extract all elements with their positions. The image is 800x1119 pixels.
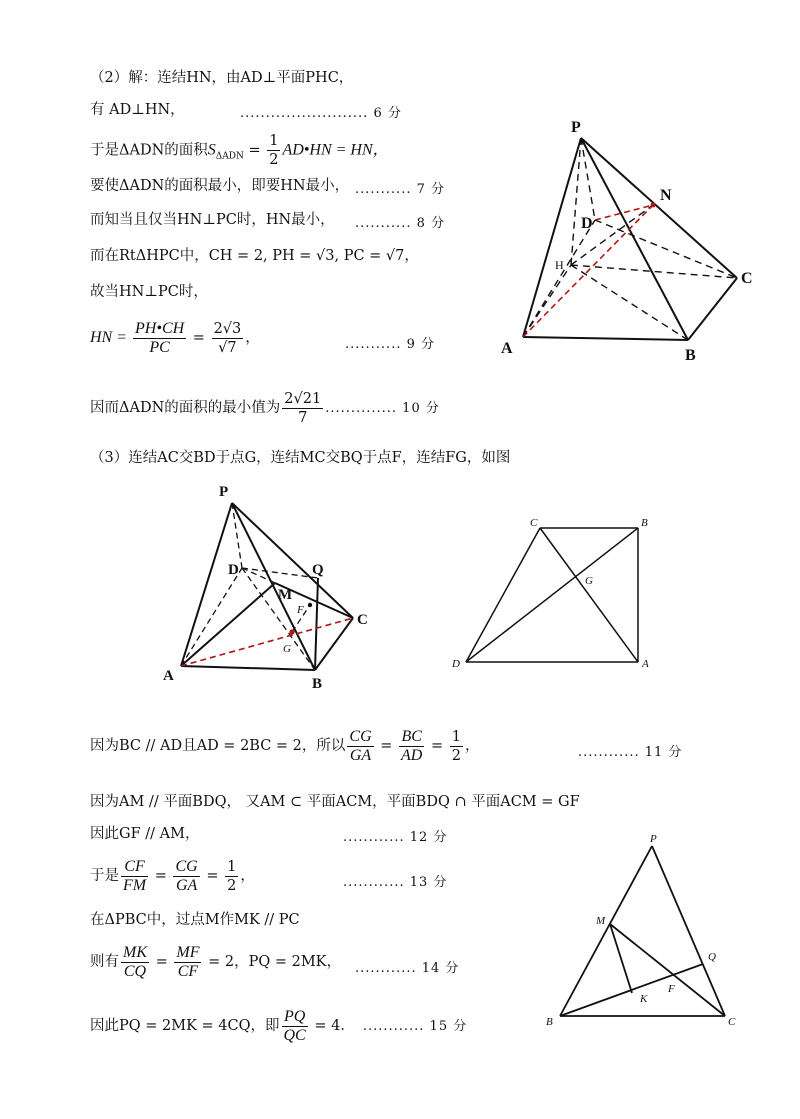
figure-base-trapezoid xyxy=(448,512,658,677)
point2-F xyxy=(308,603,312,607)
label-P: P xyxy=(571,119,581,136)
edge2-DB xyxy=(242,568,315,670)
p2-l8-f2-d: √7 xyxy=(218,339,237,356)
edge4-MK xyxy=(610,924,632,993)
p2-l8-frac2 xyxy=(212,320,244,357)
p3-score-14: ............ 14 分 xyxy=(355,961,460,976)
edge4-MC xyxy=(610,924,725,1016)
p2-l3-frac xyxy=(267,132,280,169)
edge-HB xyxy=(571,265,688,340)
p3-l7-pre: 则有 xyxy=(90,954,119,970)
p3-l2-f1-n: CG xyxy=(349,727,372,745)
p2-l3-pre: 于是ΔADN的面积 xyxy=(90,142,208,159)
p2-line1: （2）解：连结HN，由AD⊥平面PHC， xyxy=(90,70,354,86)
p3-l5-tail: ， xyxy=(240,868,255,884)
label3-C: C xyxy=(530,517,538,529)
p3-l5-frac3 xyxy=(225,858,238,895)
p2-score-10: .............. 10 分 xyxy=(325,401,440,416)
edge2-BQ xyxy=(315,578,318,670)
p3-l5-f3-n: 1 xyxy=(227,858,237,875)
p3-l2-f1-d: GA xyxy=(349,746,372,764)
label-B: B xyxy=(685,347,696,364)
p3-l2-f3-d: 2 xyxy=(451,747,461,764)
label4-Q: Q xyxy=(708,951,716,963)
p3-l5-frac1 xyxy=(121,858,148,895)
p2-line5: 而知当且仅当HN⊥PC时，HN最小， xyxy=(90,212,335,228)
edge-AD xyxy=(523,220,595,337)
p3-l2-pre: 因为BC // AD且AD = 2BC = 2，所以 xyxy=(90,738,346,754)
p3-l2-f2-n: BC xyxy=(399,728,424,747)
p3-l2-tail: ， xyxy=(464,738,480,754)
label2-F: F xyxy=(297,604,304,616)
label2-A: A xyxy=(163,668,174,684)
figure-triangle-PBC xyxy=(540,832,750,1032)
p3-l2-frac1 xyxy=(347,728,373,765)
p3-line8 xyxy=(90,1006,467,1047)
edge4-PB xyxy=(560,846,652,1016)
label4-K: K xyxy=(640,993,648,1005)
p3-l8-frac xyxy=(282,1008,308,1045)
label2-G: G xyxy=(283,643,291,655)
p2-line8: HN = $\frac{PH•CH}{PC}$ = $\frac{2√3}{√7}$ ， xyxy=(90,319,260,356)
p2-line6: 而在RtΔHPC中，CH = 2, PH = √3, PC = √7， xyxy=(90,248,419,264)
label2-D: D xyxy=(228,562,239,578)
label2-M: M xyxy=(278,587,293,603)
p2-l3-s: S xyxy=(207,141,216,159)
p3-l5-pre: 于是 xyxy=(90,868,119,884)
p2-l8-f1-d: PC xyxy=(149,338,170,356)
edge2-PB xyxy=(232,503,315,670)
p2-l9-frac xyxy=(282,390,323,427)
label3-D: D xyxy=(452,658,460,670)
p3-l2-f3-n: 1 xyxy=(451,728,461,745)
label3-A: A xyxy=(642,658,649,670)
p2-l8-lhs: HN = xyxy=(90,329,132,346)
p3-l5-f2-n: CG xyxy=(175,857,198,875)
p3-l7-f1-d: CQ xyxy=(123,962,147,980)
p2-line4: 要使ΔADN的面积最小，即要HN最小， xyxy=(90,178,350,194)
edge3-CA xyxy=(540,528,638,662)
p3-l5-f2-d: GA xyxy=(175,876,198,894)
p3-l2-f2-d: AD xyxy=(401,746,423,764)
p2-l8-frac1 xyxy=(133,320,186,357)
p2-l8-tail: ， xyxy=(245,330,260,346)
p3-l2-frac2 xyxy=(399,728,424,765)
edge4-PC xyxy=(652,846,725,1016)
p3-l5-frac2 xyxy=(173,858,199,895)
edge2-BC xyxy=(315,618,353,670)
edge-AB xyxy=(523,337,688,340)
p3-l7-f2-d: CF xyxy=(177,962,199,980)
edge-PC xyxy=(581,138,737,278)
p3-l8-f-d: QC xyxy=(283,1026,306,1044)
label2-Q: Q xyxy=(312,562,324,578)
p2-l9-d: 7 xyxy=(298,409,308,426)
label4-F: F xyxy=(668,983,675,995)
p3-l8-f-n: PQ xyxy=(282,1008,308,1027)
p2-line7: 故当HN⊥PC时， xyxy=(90,284,208,300)
edge2-PC xyxy=(232,503,353,618)
p2-l3-post: AD•HN = HN， xyxy=(282,141,389,159)
p3-line5: 于是 $\frac{CF}{FM}$ = $\frac{CG}{GA}$ = $\frac{1}{2}$ ， xyxy=(90,857,255,894)
p3-l7-f2-n: MF xyxy=(176,943,200,961)
edge3-DC xyxy=(466,528,540,662)
p2-score-6: ......................... 6 分 xyxy=(240,106,402,121)
point2-G xyxy=(289,629,294,634)
label-D: D xyxy=(581,215,593,232)
p2-line2: 有 AD⊥HN， xyxy=(90,102,185,118)
p3-l5-f3-d: 2 xyxy=(227,877,237,894)
p2-score-7: ........... 7 分 xyxy=(355,182,445,197)
label4-B: B xyxy=(546,1016,553,1028)
p2-l9-pre: 因而ΔADN的面积的最小值为 xyxy=(90,400,281,416)
edge-BC xyxy=(688,278,737,340)
p3-l8-tail: = 4． xyxy=(309,1018,355,1034)
edge-PB xyxy=(581,138,688,340)
p3-l5-f1-n: CF xyxy=(121,858,148,877)
label-A: A xyxy=(501,340,513,357)
point-N xyxy=(651,203,656,208)
p2-l3-eq: = xyxy=(243,142,266,159)
p2-l3-frac-n: 1 xyxy=(269,133,279,149)
label2-B: B xyxy=(312,676,323,692)
p3-line6: 在ΔPBC中，过点M作MK // PC xyxy=(90,912,300,928)
p2-score-9: ........... 9 分 xyxy=(345,337,435,352)
p2-l3-frac-d: 2 xyxy=(269,152,279,168)
figure-pyramid-1 xyxy=(495,115,765,365)
p3-score-13: ............ 13 分 xyxy=(343,875,448,890)
p3-line2: 因为BC // AD且AD = 2BC = 2，所以 $\frac{CG}{GA}$ = $\frac{BC}{AD}$ = $\frac{1}{2}$ ， xyxy=(90,727,480,764)
label4-C: C xyxy=(728,1016,736,1028)
edge3-DB xyxy=(466,528,638,662)
label4-P: P xyxy=(650,833,657,845)
label2-P: P xyxy=(219,484,229,500)
edge-DC xyxy=(595,220,737,278)
p3-line1: （3）连结AC交BD于点G，连结MC交BQ于点F，连结FG，如图 xyxy=(90,450,511,466)
p3-l7-tail: = 2，PQ = 2MK， xyxy=(203,954,341,970)
p3-score-15: ............ 15 分 xyxy=(362,1019,468,1034)
p2-line9 xyxy=(90,388,440,429)
edge2-PA xyxy=(181,503,232,666)
p2-line3 xyxy=(90,132,389,174)
p3-score-11: ............ 11 分 xyxy=(578,745,683,760)
label2-C: C xyxy=(357,612,368,628)
edge2-AB xyxy=(181,666,315,670)
p3-score-12: ............ 12 分 xyxy=(343,830,448,845)
p3-l7-frac1 xyxy=(121,944,149,981)
p2-score-8: ........... 8 分 xyxy=(355,216,445,231)
p2-l8-f2-n: 2√3 xyxy=(213,320,242,337)
label-N: N xyxy=(660,187,672,204)
p3-l2-frac3 xyxy=(450,728,463,765)
p3-line7: 则有 $\frac{MK}{CQ}$ = $\frac{MF}{CF}$ = 2，PQ = 2MK， xyxy=(90,943,341,980)
label4-M: M xyxy=(596,915,606,927)
p2-l8-f1-n: PH•CH xyxy=(135,319,185,337)
label-C: C xyxy=(741,270,753,287)
p3-line4: 因此GF // AM， xyxy=(90,826,200,842)
p3-l7-frac2 xyxy=(174,944,201,981)
p3-l7-f1-n: MK xyxy=(123,943,147,961)
p3-line3: 因为AM // 平面BDQ， 又AM ⊂ 平面ACM，平面BDQ ∩ 平面ACM = GF xyxy=(90,794,580,810)
figure-pyramid-2 xyxy=(155,478,385,693)
p3-l8-pre: 因此PQ = 2MK = 4CQ，即 xyxy=(90,1018,280,1034)
p2-l9-n: 2√21 xyxy=(284,390,322,407)
label3-B: B xyxy=(641,517,648,529)
label3-G: G xyxy=(585,575,593,587)
edge-HN xyxy=(571,205,653,265)
label-H: H xyxy=(555,258,564,272)
p3-l5-f1-d: FM xyxy=(123,876,147,894)
p2-l3-sub: ΔADN xyxy=(215,151,244,162)
